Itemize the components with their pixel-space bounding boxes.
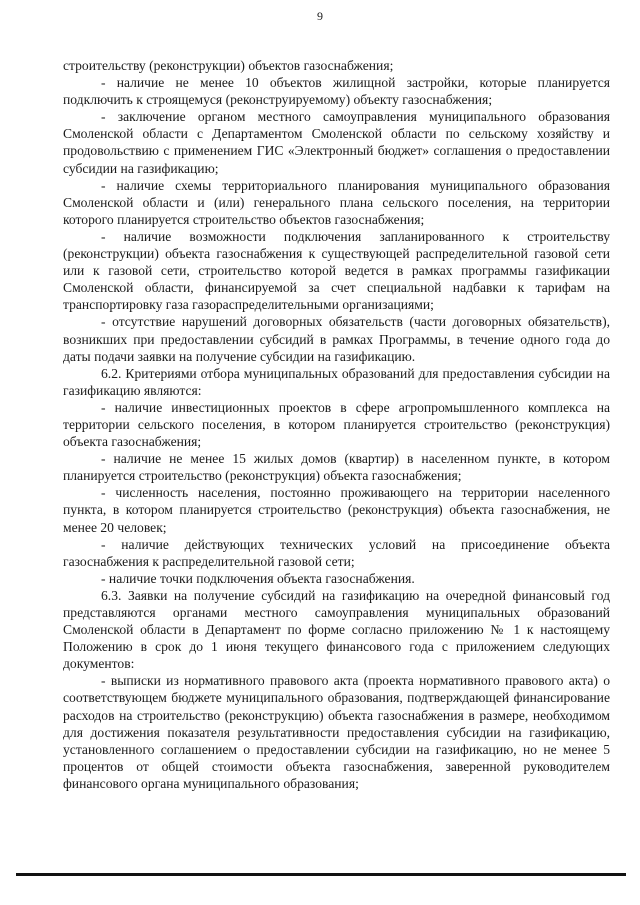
bottom-rule bbox=[16, 873, 626, 876]
document-body bbox=[63, 57, 610, 792]
paragraph: строительству (реконструкции) объектов газоснабжения; bbox=[63, 58, 394, 73]
paragraph: - наличие инвестиционных проектов в сфере агропромышленного комплекса на территории сельского поселения, в котором планируется строительство (реконструкция) объекта газоснабжения; bbox=[63, 399, 610, 450]
paragraph: - отсутствие нарушений договорных обязательств (части договорных обязательств), возникших при предоставлении субсидий в рамках Программы, в течение одного года до даты подачи заявки на получение субсидии на газификацию. bbox=[63, 314, 610, 364]
paragraph: - заключение органом местного самоуправления муниципального образования Смоленской области с Департаментом Смоленской области по сельскому хозяйству и продовольствию с применением ГИС «Электронный бюджет» соглашения о предоставлении субсидии на газификацию; bbox=[63, 109, 610, 176]
paragraph: - наличие возможности подключения запланированного к строительству (реконструкции) объекта газоснабжения к существующей распределительной газовой сети или к газовой сети, строительство которой ведется в рамках программы газификации Смоленской области, финансируемой за счет специальной надбавки к тарифам на транспортировку газа газораспределительными организациями; bbox=[63, 228, 610, 313]
paragraph: 6.2. Критериями отбора муниципальных образований для предоставления субсидии на газификацию являются: bbox=[63, 365, 610, 398]
paragraph: 6.3. Заявки на получение субсидий на газификацию на очередной финансовый год представляются органами местного самоуправления муниципальных образований Смоленской области в Департамент по форме согласно приложению № 1 к настоящему Положению в срок до 1 июня текущего финансового года с приложением следующих документов: bbox=[63, 587, 610, 672]
paragraph: - выписки из нормативного правового акта (проекта нормативного правового акта) о соответствующем бюджете муниципального образования, подтверждающей финансирование расходов на строительство (реконструкцию) объекта газоснабжения в размере, необходимом для достижения показателя результативности предоставления субсидии на газификацию, установленного соглашением о предоставлении субсидии на газификацию, но не менее 5 процентов от общей стоимости объекта газоснабжения, заверенной руководителем финансового органа муниципального образования; bbox=[63, 673, 610, 791]
paragraph: - наличие не менее 15 жилых домов (квартир) в населенном пункте, в котором планируется строительство (реконструкция) объекта газоснабжения; bbox=[63, 451, 610, 484]
page-number: 9 bbox=[317, 9, 323, 23]
paragraph: - наличие точки подключения объекта газоснабжения. bbox=[101, 570, 415, 586]
paragraph: - наличие не менее 10 объектов жилищной застройки, которые планируется подключить к строящемуся (реконструируемому) объекту газоснабжения; bbox=[63, 75, 610, 108]
paragraph: - наличие схемы территориального планирования муниципального образования Смоленской области и (или) генерального плана сельского поселения, на территории которого планируется строительство объектов газоснабжения; bbox=[63, 177, 610, 227]
paragraph: - наличие действующих технических условий на присоединение объекта газоснабжения к распределительной газовой сети; bbox=[63, 536, 610, 569]
paragraph: - численность населения, постоянно проживающего на территории населенного пункта, в котором планируется строительство (реконструкция) объекта газоснабжения, не менее 20 человек; bbox=[63, 485, 610, 535]
